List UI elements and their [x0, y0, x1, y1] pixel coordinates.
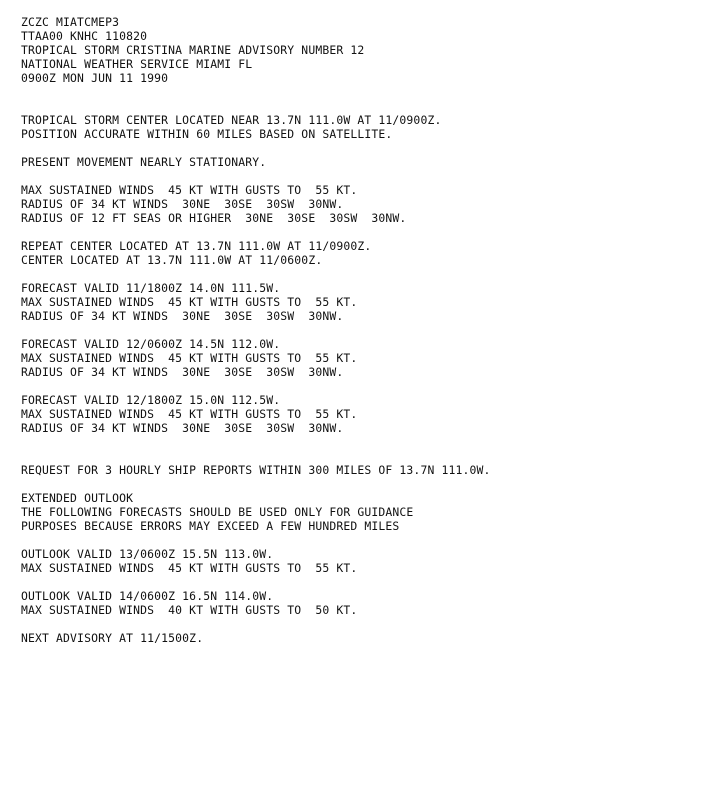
winds-line: MAX SUSTAINED WINDS 45 KT WITH GUSTS TO 55 KT. — [21, 183, 358, 197]
center-line: TROPICAL STORM CENTER LOCATED NEAR 13.7N 111.0W AT 11/0900Z. — [21, 113, 442, 127]
advisory-document — [21, 0, 711, 645]
center-block — [21, 113, 711, 141]
header-line: TTAA00 KNHC 110820 — [21, 29, 148, 43]
outlook-line: OUTLOOK VALID 14/0600Z 16.5N 114.0W. — [21, 589, 274, 603]
forecast-line: FORECAST VALID 11/1800Z 14.0N 111.5W. — [21, 281, 281, 295]
outlook-block — [21, 547, 711, 575]
outlook-block — [21, 589, 711, 617]
issue-time: 0900Z MON JUN 11 1990 — [21, 71, 169, 85]
issuing-office: NATIONAL WEATHER SERVICE MIAMI FL — [21, 57, 253, 71]
forecast-line: FORECAST VALID 12/0600Z 14.5N 112.0W. — [21, 337, 281, 351]
next-advisory-line: NEXT ADVISORY AT 11/1500Z. — [21, 631, 204, 645]
forecast-line: MAX SUSTAINED WINDS 45 KT WITH GUSTS TO 55 KT. — [21, 351, 358, 365]
request-line: REQUEST FOR 3 HOURLY SHIP REPORTS WITHIN 300 MILES OF 13.7N 111.0W. — [21, 463, 491, 477]
movement-block — [21, 155, 711, 169]
forecast-block — [21, 337, 711, 379]
request-block — [21, 463, 711, 477]
forecast-line: MAX SUSTAINED WINDS 45 KT WITH GUSTS TO 55 KT. — [21, 295, 358, 309]
repeat-line: REPEAT CENTER LOCATED AT 13.7N 111.0W AT 11/0900Z. — [21, 239, 372, 253]
center-line: POSITION ACCURATE WITHIN 60 MILES BASED ON SATELLITE. — [21, 127, 393, 141]
header-block — [21, 15, 711, 85]
winds-block — [21, 183, 711, 225]
forecast-line: RADIUS OF 34 KT WINDS 30NE 30SE 30SW 30NW. — [21, 365, 344, 379]
forecast-line: MAX SUSTAINED WINDS 45 KT WITH GUSTS TO 55 KT. — [21, 407, 358, 421]
repeat-line: CENTER LOCATED AT 13.7N 111.0W AT 11/0600Z. — [21, 253, 323, 267]
forecast-line: FORECAST VALID 12/1800Z 15.0N 112.5W. — [21, 393, 281, 407]
repeat-block — [21, 239, 711, 267]
outlook-line: OUTLOOK VALID 13/0600Z 15.5N 113.0W. — [21, 547, 274, 561]
movement-line: PRESENT MOVEMENT NEARLY STATIONARY. — [21, 155, 267, 169]
header-line: ZCZC MIATCMEP3 — [21, 15, 120, 29]
extended-outlook-block — [21, 491, 711, 533]
outlook-line: MAX SUSTAINED WINDS 45 KT WITH GUSTS TO 55 KT. — [21, 561, 358, 575]
forecast-block — [21, 393, 711, 435]
extended-outlook-line: PURPOSES BECAUSE ERRORS MAY EXCEED A FEW HUNDRED MILES — [21, 519, 400, 533]
advisory-title: TROPICAL STORM CRISTINA MARINE ADVISORY NUMBER 12 — [21, 43, 365, 57]
extended-outlook-heading: EXTENDED OUTLOOK — [21, 491, 134, 505]
forecast-line: RADIUS OF 34 KT WINDS 30NE 30SE 30SW 30NW. — [21, 309, 344, 323]
winds-line: RADIUS OF 34 KT WINDS 30NE 30SE 30SW 30NW. — [21, 197, 344, 211]
extended-outlook-line: THE FOLLOWING FORECASTS SHOULD BE USED ONLY FOR GUIDANCE — [21, 505, 414, 519]
forecast-line: RADIUS OF 34 KT WINDS 30NE 30SE 30SW 30NW. — [21, 421, 344, 435]
outlook-line: MAX SUSTAINED WINDS 40 KT WITH GUSTS TO 50 KT. — [21, 603, 358, 617]
next-advisory-block — [21, 631, 711, 645]
forecast-block — [21, 281, 711, 323]
winds-line: RADIUS OF 12 FT SEAS OR HIGHER 30NE 30SE 30SW 30NW. — [21, 211, 407, 225]
